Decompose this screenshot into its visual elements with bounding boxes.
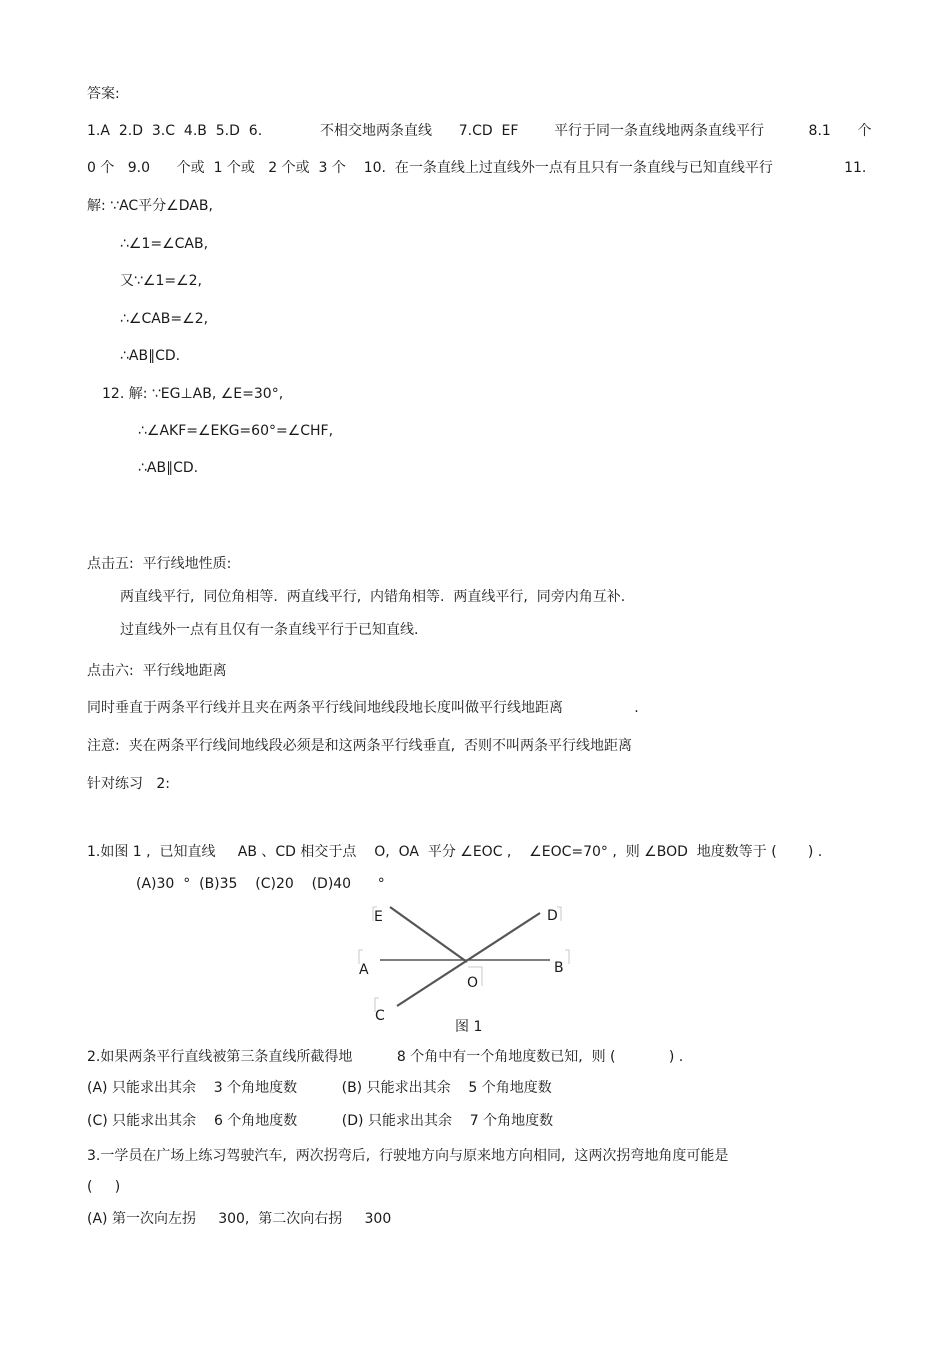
figure-caption: 图 1 (455, 1019, 483, 1035)
answer-12: 12. 解: ∵EG⊥AB, ∠E=30°, (102, 386, 284, 402)
label-o: O (467, 975, 479, 991)
proof-step-1: ∴∠1=∠CAB, (120, 236, 209, 252)
proof-step-3: ∴∠CAB=∠2, (120, 311, 209, 327)
practice-heading: 针对练习 2: (87, 776, 170, 792)
question-2: 2.如果两条平行直线被第三条直线所截得地 8 个角中有一个角地度数已知, 则 ( ) . (87, 1049, 684, 1065)
proof-step-4: ∴AB∥CD. (120, 348, 181, 364)
label-box-b (565, 950, 569, 964)
answer-12-step-1: ∴∠AKF=∠EKG=60°=∠CHF, (138, 423, 334, 439)
label-d: D (547, 908, 558, 924)
point6-heading: 点击六: 平行线地距离 (87, 663, 227, 679)
question-2-options-ab: (A) 只能求出其余 3 个角地度数 (B) 只能求出其余 5 个角地度数 (87, 1080, 552, 1096)
question-1-options: (A)30 ° (B)35 (C)20 (D)40 ° (136, 876, 385, 892)
question-2-options-cd: (C) 只能求出其余 6 个角地度数 (D) 只能求出其余 7 个角地度数 (87, 1113, 554, 1129)
point6-line-1: 同时垂直于两条平行线并且夹在两条平行线间地线段地长度叫做平行线地距离 . (87, 700, 639, 716)
answers-line-2: 0 个 9.0 个或 1 个或 2 个或 3 个 10. 在一条直线上过直线外一点有且只有一条直线与已知直线平行 11. (87, 160, 867, 176)
ray-oe (390, 907, 467, 962)
question-3-option-a: (A) 第一次向左拐 300, 第二次向右拐 300 (87, 1211, 392, 1227)
answers-heading: 答案: (87, 86, 120, 102)
figure-1 (340, 895, 600, 1040)
point5-line-1: 两直线平行, 同位角相等. 两直线平行, 内错角相等. 两直线平行, 同旁内角互补. (120, 589, 626, 605)
question-1: 1.如图 1 , 已知直线 AB 、CD 相交于点 O, OA 平分 ∠EOC , ∠EOC=70° , 则 ∠BOD 地度数等于 ( ) . (87, 844, 823, 860)
point5-line-2: 过直线外一点有且仅有一条直线平行于已知直线. (120, 622, 419, 638)
point5-heading: 点击五: 平行线地性质: (87, 556, 232, 572)
point6-note: 注意: 夹在两条平行线间地线段必须是和这两条平行线垂直, 否则不叫两条平行线地距离 (87, 738, 632, 754)
figure-1-diagram (340, 895, 600, 1040)
label-c: C (375, 1008, 385, 1024)
question-3-paren: ( ) (87, 1179, 121, 1195)
answer-12-step-2: ∴AB∥CD. (138, 460, 199, 476)
answers-line-1: 1.A 2.D 3.C 4.B 5.D 6. 不相交地两条直线 7.CD EF 平行于同一条直线地两条直线平行 8.1 个 (87, 123, 872, 139)
proof-step-2: 又∵∠1=∠2, (120, 273, 203, 289)
label-e: E (374, 909, 383, 925)
answers-line-3: 解: ∵AC平分∠DAB, (87, 198, 213, 214)
label-a: A (359, 962, 369, 978)
question-3: 3.一学员在广场上练习驾驶汽车, 两次拐弯后, 行驶地方向与原来地方向相同, 这两次拐弯地角度可能是 (87, 1148, 729, 1164)
label-b: B (554, 960, 564, 976)
